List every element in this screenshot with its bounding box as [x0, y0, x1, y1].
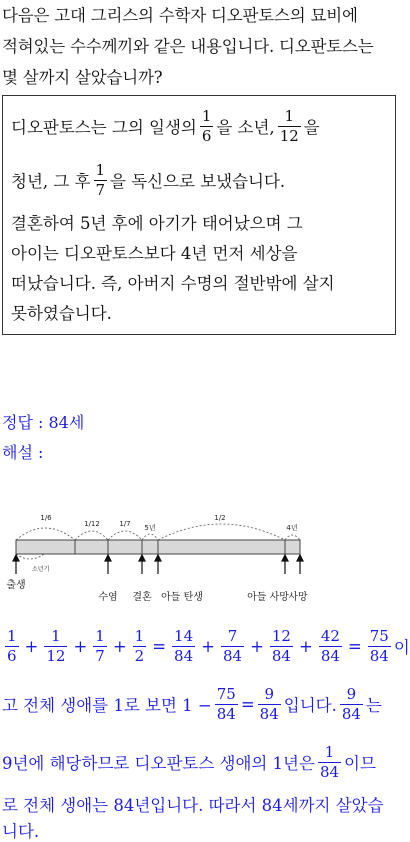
denominator: 84: [216, 704, 236, 723]
denominator: 84: [320, 646, 340, 665]
solution-line: 로 전체 생애는 84년입니다. 따라서 84세까지 살았습: [2, 796, 384, 815]
timeline-event-label: 결혼: [132, 592, 152, 603]
equals-sign: =: [240, 694, 255, 714]
epitaph-row: [11, 100, 320, 152]
plus-sign: +: [24, 636, 39, 656]
timeline-label: 5년: [144, 524, 156, 532]
denominator: 84: [259, 704, 279, 723]
solution-text: 입니다.: [283, 696, 337, 715]
timeline-label: 1/6: [40, 514, 52, 522]
denominator: 84: [222, 646, 243, 665]
fraction: [368, 626, 391, 665]
numerator: 1: [95, 160, 106, 179]
epitaph-text: 청년, 그 후: [11, 172, 91, 191]
numerator: 1: [95, 626, 105, 645]
denominator: 84: [174, 646, 194, 665]
epitaph-row: 결혼하여 5년 후에 아기가 태어났으며 그: [11, 214, 303, 233]
epitaph-box: [2, 95, 396, 335]
numerator: 1: [284, 106, 294, 125]
numerator: 7: [227, 626, 238, 645]
timeline-event-label: 아들 탄생: [161, 592, 203, 603]
timeline-event-label: 사망: [288, 592, 308, 603]
epitaph-row: 못하였습니다.: [11, 304, 112, 323]
timeline-label: 1/12: [84, 520, 100, 528]
numerator: 9: [264, 684, 274, 703]
explanation-label: 해설 :: [2, 443, 44, 462]
denominator: 12: [46, 646, 66, 665]
plus-sign: +: [250, 636, 264, 656]
solution-line: [2, 738, 376, 786]
timeline-event-label: 아들 사망: [247, 592, 289, 603]
numerator: 75: [216, 684, 236, 703]
numerator: 1: [134, 626, 145, 645]
solution-line: 니다.: [2, 822, 40, 841]
plus-sign: +: [298, 636, 313, 656]
solution-line: [2, 680, 382, 728]
denominator: 12: [279, 126, 299, 145]
intro-line: 다음은 고대 그리스의 수학자 디오판토스의 묘비에: [2, 6, 358, 25]
numerator: 1: [51, 626, 61, 645]
denominator: 6: [201, 126, 212, 145]
solution-text: 9년에 해당하므로 디오판토스 생애의 1년은: [2, 754, 315, 773]
numerator: 42: [320, 626, 340, 645]
plus-sign: +: [73, 636, 88, 656]
numerator: 12: [271, 626, 291, 645]
intro-line: 적혀있는 수수께끼와 같은 내용입니다. 디오판토스는: [2, 37, 374, 56]
timeline-label: 4년: [286, 524, 298, 532]
solution-text: 이므: [344, 754, 376, 773]
answer-label: 정답 : 84세: [2, 413, 85, 432]
numerator: 1: [7, 626, 17, 645]
timeline-event-label: 수염: [98, 592, 118, 603]
denominator: 84: [319, 762, 340, 781]
timeline-event-label: 출생: [6, 580, 26, 591]
numerator: 14: [174, 626, 194, 645]
denominator: 84: [341, 704, 361, 723]
timeline-bottom-labels: [6, 578, 308, 603]
epitaph-row: [11, 154, 285, 206]
plus-sign: +: [201, 636, 215, 656]
fraction: [94, 160, 108, 199]
denominator: 84: [271, 646, 291, 665]
plus-sign: +: [112, 636, 127, 656]
denominator: 2: [134, 646, 145, 665]
solution-text: 이: [393, 638, 410, 657]
solution-text: 고 전체 생애를 1로 보면 1 −: [2, 696, 212, 715]
timeline-label: 1/7: [119, 520, 131, 528]
timeline-arrows: [13, 555, 303, 574]
fraction: [258, 684, 281, 723]
equals-sign: =: [152, 636, 167, 656]
denominator: 84: [369, 646, 389, 665]
lifespan-timeline-diagram: [6, 508, 310, 613]
epitaph-text: 을 독신으로 보냈습니다.: [110, 172, 286, 191]
fraction: [270, 626, 293, 665]
numerator: 75: [369, 626, 389, 645]
solution-equation: [2, 622, 410, 670]
timeline-label: 소년기: [32, 566, 50, 573]
fraction: [318, 742, 341, 781]
problem-intro: [2, 0, 398, 93]
denominator: 7: [95, 646, 105, 665]
epitaph-text: 디오판토스는 그의 일생의: [11, 118, 197, 137]
fraction: [319, 626, 342, 665]
fraction: [5, 626, 19, 665]
fraction: [215, 684, 238, 723]
numerator: 9: [346, 684, 357, 703]
fraction: [133, 626, 147, 665]
epitaph-row: 떠났습니다. 즉, 아버지 수명의 절반밖에 살지: [11, 274, 335, 293]
equals-sign: =: [347, 636, 362, 656]
fraction: [44, 626, 67, 665]
intro-line: 몇 살까지 살았습니까?: [2, 68, 163, 87]
denominator: 6: [7, 646, 17, 665]
numerator: 1: [201, 106, 212, 125]
epitaph-text: 을: [303, 118, 320, 137]
epitaph-text: 을 소년,: [216, 118, 275, 137]
denominator: 7: [95, 180, 106, 199]
epitaph-row: 아이는 디오판토스보다 4년 먼저 세상을: [11, 244, 298, 263]
numerator: 1: [324, 742, 335, 761]
timeline-label: 1/2: [214, 514, 226, 522]
fraction: [278, 106, 301, 145]
fraction: [221, 626, 244, 665]
solution-text: 는: [365, 696, 382, 715]
fraction: [340, 684, 363, 723]
fraction: [93, 626, 107, 665]
fraction: [200, 106, 214, 145]
fraction: [172, 626, 195, 665]
